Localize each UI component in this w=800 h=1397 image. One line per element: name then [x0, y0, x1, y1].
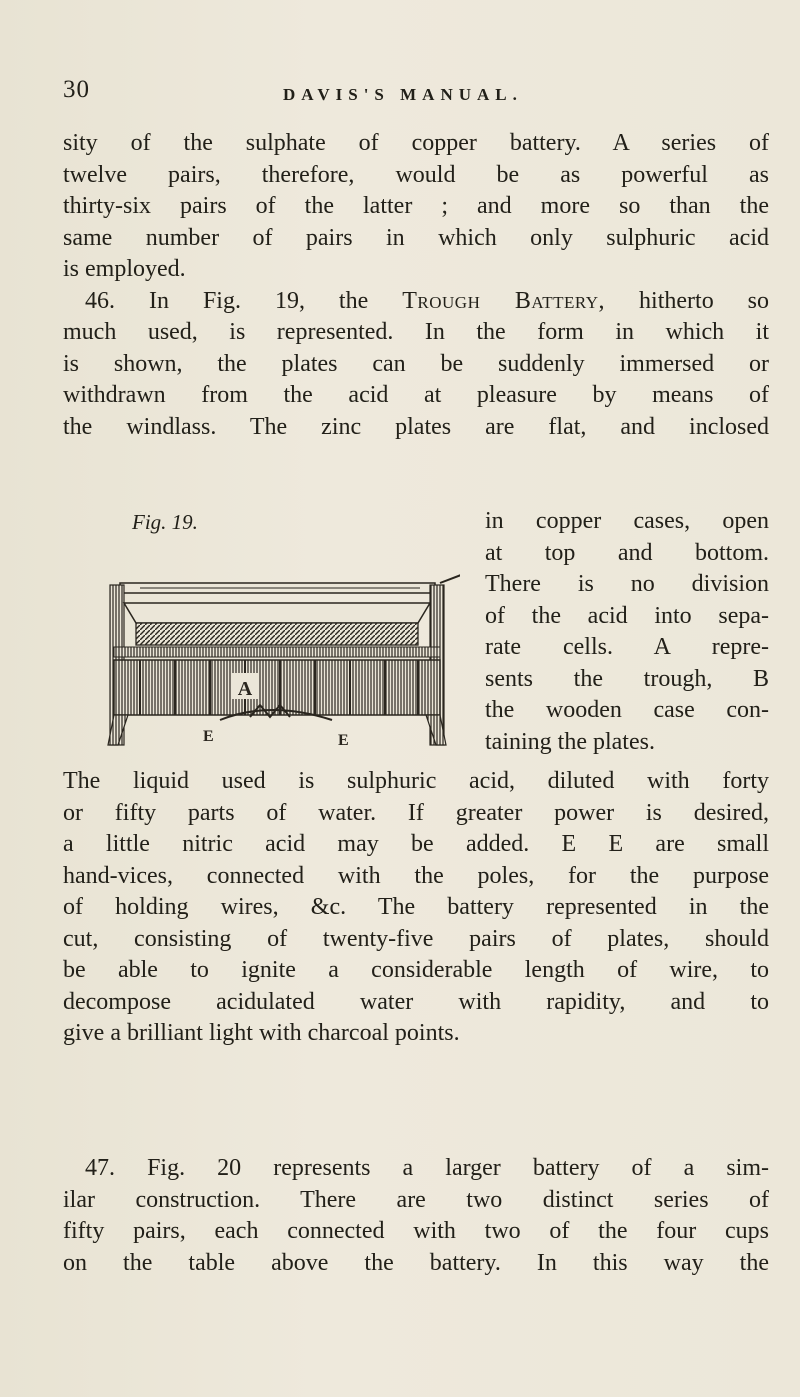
text-line: twelve pairs, therefore, would be as powerful as — [63, 161, 769, 188]
text-line: much used, is represented. In the form in which it — [63, 319, 769, 345]
running-title: DAVIS'S MANUAL. — [283, 85, 523, 104]
text-line: sents the trough, B — [485, 665, 769, 692]
text-line: or fifty parts of water. If greater power is desired, — [63, 799, 769, 826]
text-line: of holding wires, &c. The battery represented in the — [63, 894, 769, 920]
trough-battery-engraving — [100, 505, 460, 755]
text-line: ilar construction. There are two distinct series of — [63, 1186, 769, 1213]
paragraph-47 — [63, 1153, 769, 1279]
text-line: in copper cases, open — [485, 508, 769, 534]
text-line: withdrawn from the acid at pleasure by means of — [63, 382, 769, 408]
text-line: is employed. — [63, 256, 186, 282]
paragraph-46-continued — [63, 766, 769, 1050]
figure-letter-e-left: E — [203, 728, 214, 745]
text-line: 47. Fig. 20 represents a larger battery of a sim- — [85, 1155, 769, 1181]
text-line: sity of the sulphate of copper battery. A series of — [63, 130, 769, 156]
text-line: hand-vices, connected with the poles, for the purpose — [63, 862, 769, 889]
text-line: the wooden case con- — [485, 697, 769, 723]
text-line: give a brilliant light with charcoal points. — [63, 1020, 460, 1046]
figure-letter-a: A — [237, 678, 253, 700]
text-line: thirty-six pairs of the latter ; and more so than the — [63, 193, 769, 219]
trough-battery-term: Trough Battery, — [402, 287, 606, 314]
text-line: taining the plates. — [485, 728, 655, 755]
page-header — [63, 76, 763, 116]
text-line: There is no division — [485, 571, 769, 597]
text-line: rate cells. A repre- — [485, 634, 769, 660]
text-line: cut, consisting of twenty-five pairs of plates, should — [63, 925, 769, 952]
text-line: decompose acidulated water with rapidity, and to — [63, 988, 769, 1015]
text-wrapped-beside-figure — [485, 506, 769, 758]
text-line: at top and bottom. — [485, 539, 769, 566]
text-line: on the table above the battery. In this way the — [63, 1249, 769, 1276]
figure-caption: Fig. 19. — [132, 510, 198, 534]
figure-letter-e-right: E — [338, 732, 349, 749]
text-line: The liquid used is sulphuric acid, diluted with forty — [63, 768, 769, 794]
page-number: 30 — [63, 76, 90, 103]
trough-battery-figure — [100, 505, 460, 755]
text-line: is shown, the plates can be suddenly immersed or — [63, 350, 769, 377]
text-line: a little nitric acid may be added. E E are small — [63, 831, 769, 857]
text-line: same number of pairs in which only sulphuric acid — [63, 224, 769, 251]
text-line: be able to ignite a considerable length of wire, to — [63, 957, 769, 983]
paragraph-46-first-line: 46. In Fig. 19, the Trough Battery, hitherto so — [85, 287, 770, 314]
text-line: of the acid into sepa- — [485, 602, 769, 629]
paragraph-continuation — [63, 128, 769, 443]
text-line: the windlass. The zinc plates are flat, and inclosed — [63, 413, 769, 440]
text-line: fifty pairs, each connected with two of the four cups — [63, 1218, 769, 1244]
